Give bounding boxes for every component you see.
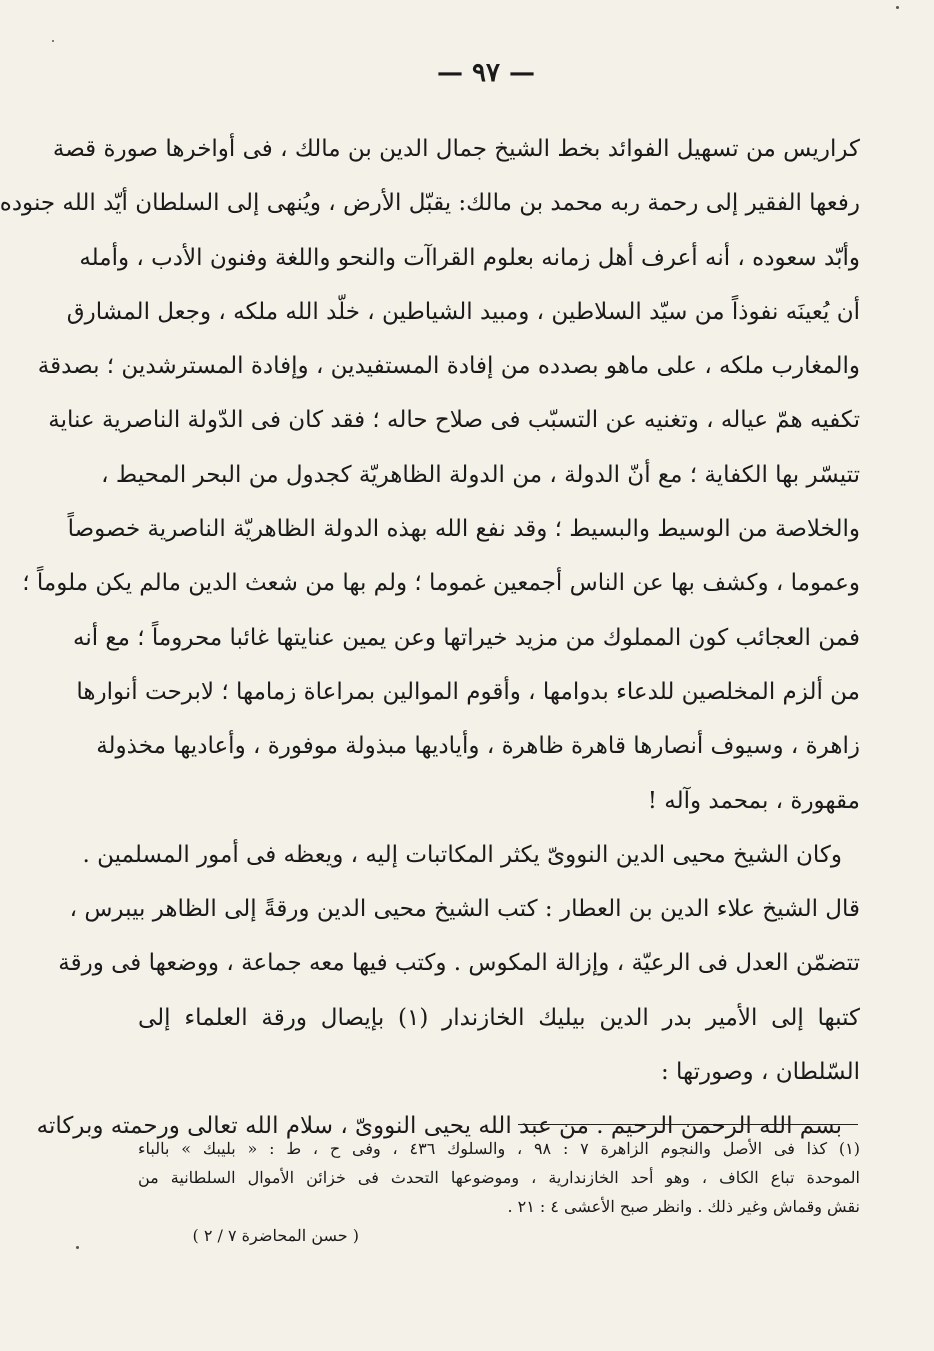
body-line: كراريس من تسهيل الفوائد بخط الشيخ جمال الدين بن مالك ، فى أواخرها صورة قصة bbox=[52, 136, 860, 162]
body-line: السّلطان ، وصورتها : bbox=[660, 1059, 860, 1086]
body-line: وعموما ، وكشف بها عن الناس أجمعين غموما ؛ ولم بها من شعث الدين مالم يكن ملوماً ؛ bbox=[22, 570, 860, 597]
source-citation: ( حسن المحاضرة ٧ / ٢ ) bbox=[192, 1226, 359, 1245]
body-text bbox=[0, 122, 860, 1154]
body-line: وكان الشيخ محيى الدين النووىّ يكثر المكاتبات إليه ، ويعظه فى أمور المسلمين . bbox=[82, 841, 842, 868]
footnote-line: (١) كذا فى الأصل والنجوم الزاهرة ٧ : ٩٨ ، والسلوك ٤٣٦ ، وفى ح ، ط : « بليبك » بالباء bbox=[138, 1139, 861, 1158]
body-line: كتبها إلى الأمير بدر الدين بيليك الخازندار (١) بإيصال ورقة العلماء إلى bbox=[138, 1004, 860, 1031]
body-line: والمغارب ملكه ، على ماهو بصدده من إفادة المستفيدين ، وإفادة المسترشدين ؛ بصدقة bbox=[37, 353, 860, 380]
body-line: من ألزم المخلصين للدعاء بدوامها ، وأقوم الموالين بمراعاة زمامها ؛ لابرحت أنوارها bbox=[76, 678, 860, 705]
footnote-line: نقش وقماش وغير ذلك . وانظر صبح الأعشى ٤ : ٢١ . bbox=[507, 1197, 860, 1216]
body-line: أن يُعينَه نفوذاً من سيّد السلاطين ، ومبيد الشياطين ، خلّد الله ملكه ، وجعل المشارق bbox=[66, 298, 860, 325]
body-line: زاهرة ، وسيوف أنصارها قاهرة ظاهرة ، وأياديها مبذولة موفورة ، وأعاديها مخذولة bbox=[96, 733, 860, 760]
body-line: تكفيه همّ عياله ، وتغنيه عن التسبّب فى صلاح حاله ؛ فقد كان فى الدّولة الناصرية عناية bbox=[48, 407, 860, 434]
body-line: تتيسّر بها الكفاية ؛ مع أنّ الدولة ، من الدولة الظاهريّة كجدول من البحر المحيط ، bbox=[101, 461, 860, 488]
body-line: بسم الله الرحمن الرحيم . من عبد الله يحيى النووىّ ، سلام الله تعالى ورحمته وبركاته bbox=[36, 1113, 842, 1140]
scan-speck bbox=[896, 6, 899, 9]
body-line: وأبّد سعوده ، أنه أعرف أهل زمانه بعلوم القراآت والنحو واللغة وفنون الأدب ، وأمله bbox=[79, 244, 860, 271]
scan-speck bbox=[76, 1246, 79, 1249]
footnote-line: الموحدة تباع الكاف ، وهو أحد الخازندارية ، وموضوعها التحدث فى خزائن الأموال السلطانية من bbox=[138, 1168, 860, 1187]
page-number: — ٩٧ — bbox=[436, 58, 536, 88]
scan-speck bbox=[52, 40, 54, 42]
body-line: رفعها الفقير إلى رحمة ربه محمد بن مالك: يقبّل الأرض ، ويُنهى إلى السلطان أيّد الله جنوده bbox=[0, 190, 860, 217]
body-line: مقهورة ، بمحمد وآله ! bbox=[647, 787, 860, 814]
body-line: فمن العجائب كون المملوك من مزيد خيراتها وعن يمين عنايتها غائبا محروماً ؛ مع أنه bbox=[73, 624, 860, 651]
body-line: تتضمّن العدل فى الرعيّة ، وإزالة المكوس . وكتب فيها معه جماعة ، ووضعها فى ورقة bbox=[58, 950, 860, 977]
footnote-rule bbox=[518, 1124, 858, 1125]
footnotes bbox=[138, 1134, 860, 1221]
body-line: قال الشيخ علاء الدين بن العطار : كتب الشيخ محيى الدين ورقةً إلى الظاهر بيبرس ، bbox=[69, 896, 860, 923]
body-line: والخلاصة من الوسيط والبسيط ؛ وقد نفع الله بهذه الدولة الظاهريّة الناصرية خصوصاً bbox=[67, 516, 860, 543]
